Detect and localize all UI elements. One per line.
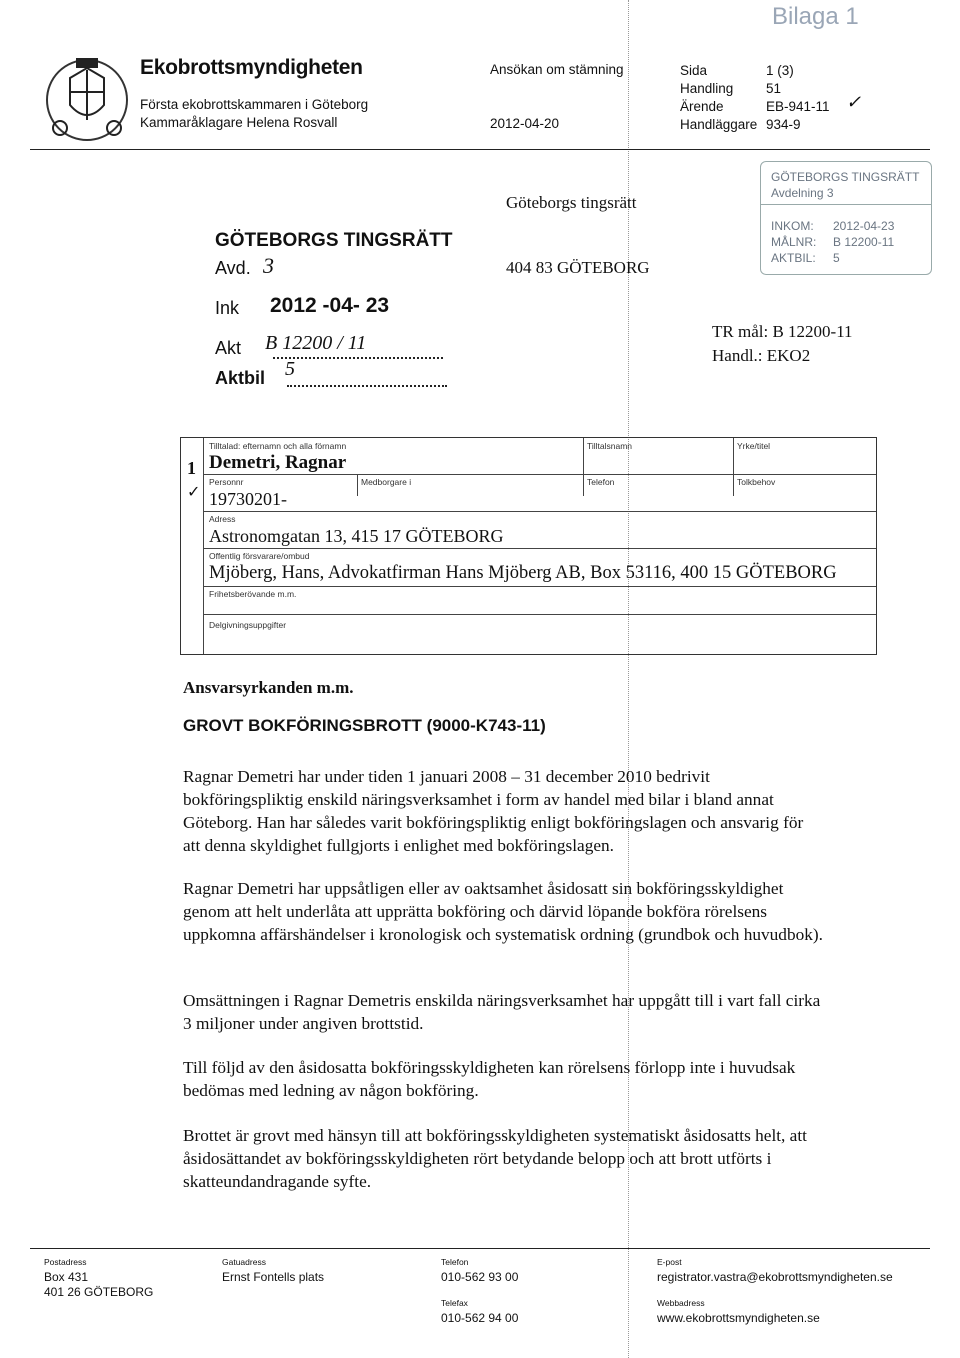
ombud-label: Offentlig försvarare/ombud	[209, 551, 310, 561]
stamp-box-values: 2012-04-23 B 12200-11 5	[833, 219, 895, 265]
adress-label: Adress	[209, 514, 236, 524]
frihet-label: Frihetsberövande m.m.	[209, 589, 297, 599]
tolkbehov-label: Tolkbehov	[737, 477, 776, 487]
defendant-name: Demetri, Ragnar	[209, 452, 347, 473]
medborgare-label: Medborgare i	[361, 477, 412, 487]
check-mark: ✓	[187, 484, 201, 501]
defendant-form	[180, 437, 877, 655]
tilltalsnamn-label: Tilltalsnamn	[587, 441, 633, 451]
check-mark: ✓	[846, 92, 862, 112]
coat-of-arms-logo	[40, 50, 135, 145]
crime-title: GROVT BOKFÖRINGSBROTT (9000-K743-11)	[183, 716, 546, 735]
delgivning-label: Delgivningsuppgifter	[209, 620, 287, 630]
header-rule	[30, 149, 930, 150]
webb-link[interactable]: www.ekobrottsmyndigheten.se	[657, 1311, 820, 1325]
stamp-title: GÖTEBORGS TINGSRÄTT	[215, 230, 453, 251]
stamp-box-divider	[761, 204, 931, 205]
stamp-box-sub: Avdelning 3	[771, 186, 834, 200]
gatuadress-value: Ernst Fontells plats	[222, 1270, 325, 1284]
paragraph: Ragnar Demetri har uppsåtligen eller av oaktsamhet åsidosatt sin bokföringsskyldighet genom att helt underlåta att upprätta bokföring och därvid löpande bokföra rörelsens uppkomna affärshändelser i kronologisk och systematisk ordning (grundbok och huvudbok).	[183, 879, 823, 944]
org-line-1: Första ekobrottskammaren i Göteborg	[140, 97, 369, 112]
stamp-dotted-line	[287, 385, 447, 387]
meta-value: 51	[766, 81, 782, 96]
name-label: Tilltalad: efternamn och alla förnamn	[209, 441, 347, 451]
doc-meta-values	[766, 62, 830, 134]
section-title: Ansvarsyrkanden m.m.	[183, 678, 354, 697]
doc-meta-labels	[680, 62, 757, 134]
court-stamp-box	[760, 161, 932, 275]
meta-value: 934-9	[766, 117, 801, 132]
doc-title: Ansökan om stämning	[490, 62, 624, 77]
meta-label: Sida	[680, 63, 708, 78]
meta-value: EB-941-11	[766, 99, 830, 114]
gatuadress-label: Gatuadress	[222, 1257, 266, 1267]
org-name: Ekobrottsmyndigheten	[140, 56, 363, 79]
meta-value: 1 (3)	[766, 63, 794, 78]
row-number: 1	[187, 458, 196, 478]
court-case-number: TR mål: B 12200-11	[712, 322, 853, 341]
received-stamp	[215, 220, 465, 390]
footer-rule	[30, 1248, 930, 1249]
stamp-ink-value: 2012 -04- 23	[270, 294, 390, 317]
paragraph: Omsättningen i Ragnar Demetris enskilda näringsverksamhet har uppgått till i vart fall cirka 3 miljoner under angiven brottstid.	[183, 991, 821, 1033]
yrke-label: Yrke/titel	[737, 441, 771, 451]
org-line-2: Kammaråklagare Helena Rosvall	[140, 115, 338, 130]
stamp-avd-label: Avd.	[215, 258, 251, 278]
postadress-line-1: Box 431	[44, 1270, 89, 1284]
paragraph: Ragnar Demetri har under tiden 1 januari 2008 – 31 december 2010 bedrivit bokföringspliktig enskild näringsverksamhet i form av handel med bilar i bland annat Göteborg. Han har således varit bokföringspliktig enligt bokföringslagen och ansvarig för att denna skyldighet fullgjorts i enlighet med bokföringslagen.	[183, 767, 804, 855]
stamp-box-labels: INKOM: MÅLNR: AKTBIL:	[771, 219, 817, 265]
meta-label: Ärende	[680, 99, 724, 114]
paragraph: Till följd av den åsidosatta bokföringsskyldigheten kan rörelsens förlopp inte i huvudsak bedömas med ledning av någon bokföring.	[183, 1058, 796, 1100]
stamp-aktbil-label: Aktbil	[215, 368, 266, 388]
ombud-value: Mjöberg, Hans, Advokatfirman Hans Mjöberg AB, Box 53116, 400 15 GÖTEBORG	[209, 563, 837, 583]
stamp-avd-value: 3	[263, 253, 274, 278]
personnr-value: 19730201-	[209, 489, 287, 509]
court-address: 404 83 GÖTEBORG	[506, 258, 650, 277]
epost-link[interactable]: registrator.vastra@ekobrottsmyndigheten.se	[657, 1270, 893, 1284]
meta-label: Handläggare	[680, 117, 758, 132]
paragraph: Brottet är grovt med hänsyn till att bokföringsskyldigheten systematiskt åsidosatts helt, att åsidosättandet av bokföringsskyldigheten rört betydande belopp och att brott utförts i skatteundandragande syfte.	[183, 1126, 807, 1191]
postadress-label: Postadress	[44, 1257, 87, 1267]
bilaga-label: Bilaga 1	[772, 3, 859, 30]
epost-label: E-post	[657, 1257, 682, 1267]
personnr-label: Personnr	[209, 477, 244, 487]
telefon-label: Telefon	[587, 477, 615, 487]
webb-label: Webbadress	[657, 1298, 705, 1308]
stamp-box-title: GÖTEBORGS TINGSRÄTT	[771, 170, 920, 184]
adress-value: Astronomgatan 13, 415 17 GÖTEBORG	[209, 526, 504, 546]
telefax-value: 010-562 94 00	[441, 1311, 519, 1325]
stamp-dotted-line	[273, 357, 443, 359]
stamp-aktbil-value: 5	[285, 358, 295, 380]
court-name: Göteborgs tingsrätt	[506, 193, 637, 212]
postadress-line-2: 401 26 GÖTEBORG	[44, 1285, 154, 1299]
telefon-label: Telefon	[441, 1257, 469, 1267]
meta-label: Handling	[680, 81, 734, 96]
stamp-akt-value: B 12200 / 11	[265, 332, 367, 354]
court-handl: Handl.: EKO2	[712, 346, 811, 365]
stamp-akt-label: Akt	[215, 338, 242, 358]
telefax-label: Telefax	[441, 1298, 468, 1308]
stamp-ink-label: Ink	[215, 298, 240, 318]
telefon-value: 010-562 93 00	[441, 1270, 519, 1284]
doc-date: 2012-04-20	[490, 116, 560, 131]
